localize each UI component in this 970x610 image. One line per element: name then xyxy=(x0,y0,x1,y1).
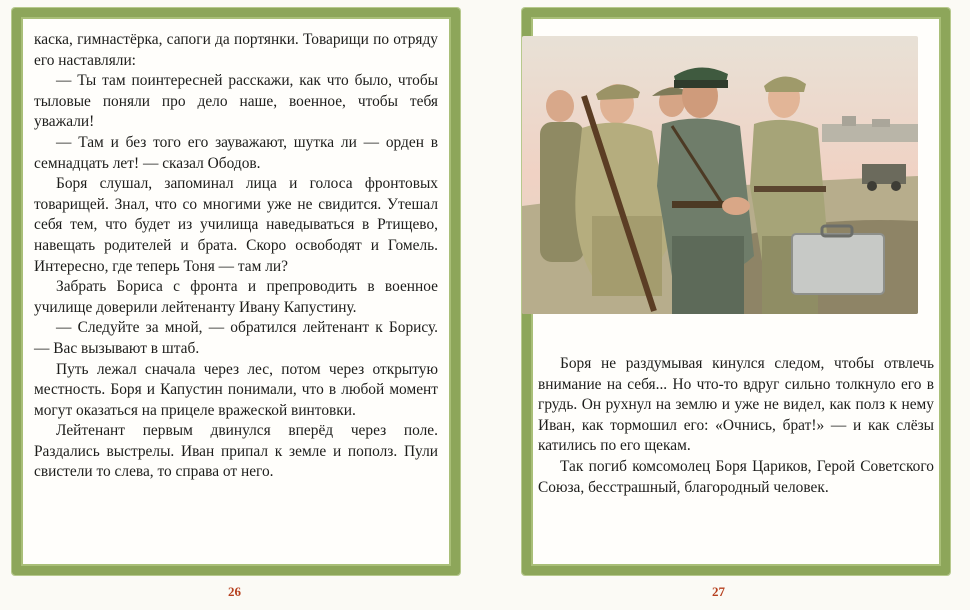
paragraph: каска, гимнастёрка, сапоги да портянки. Товарищи по отряду его наставляли: xyxy=(34,31,438,69)
paragraph: — Там и без того его зауважают, шутка ли — орден в семнадцать лет! — сказал Ободов. xyxy=(34,133,438,172)
left-page xyxy=(12,8,460,575)
paragraph: — Следуйте за мной, — обратился лейтенант к Борису. — Вас вызывают в штаб. xyxy=(34,319,438,357)
left-page-text xyxy=(34,30,438,483)
paragraph: Забрать Бориса с фронта и препроводить в военное училище доверили лейтенанту Ивану Капустину. xyxy=(34,278,438,316)
paragraph: Путь лежал сначала через лес, потом через открытую местность. Боря и Капустин понимали, что в любой момент могут оказаться на прицеле вражеской винтовки. xyxy=(34,360,438,419)
paragraph: Лейтенант первым двинулся вперёд через поле. Раздались выстрелы. Иван припал к земле и пополз. Пули свистели то слева, то справа от него. xyxy=(34,422,438,481)
page-number-right: 27 xyxy=(712,584,725,599)
right-page-text xyxy=(538,354,934,498)
paragraph: — Ты там поинтересней расскажи, как что было, чтобы тыловые поняли про дело наше, военное, чтобы тебя уважали! xyxy=(34,72,438,131)
paragraph: Так погиб комсомолец Боря Цариков, Герой Советского Союза, бесстрашный, благородный человек. xyxy=(538,457,934,496)
right-page xyxy=(522,8,950,575)
page-number-left: 26 xyxy=(228,584,241,599)
paragraph: Боря не раздумывая кинулся следом, чтобы отвлечь внимание на себя... Но что-то вдруг сильно толкнуло его в грудь. Он рухнул на землю и уже не видел, как полз к нему Иван, как тормошил его: «Очнись, брат!» — и как слёзы катились по его щекам. xyxy=(538,355,934,455)
illustration-soldiers xyxy=(522,36,918,314)
paragraph: Боря слушал, запоминал лица и голоса фронтовых товарищей. Знал, что со многими уже не свидится. Утешал себя тем, что будет из училища наведываться в Ртищево, навещать родителей и брата. Скоро освободят и Гомель. Интересно, где теперь Тоня — там ли? xyxy=(34,175,438,275)
